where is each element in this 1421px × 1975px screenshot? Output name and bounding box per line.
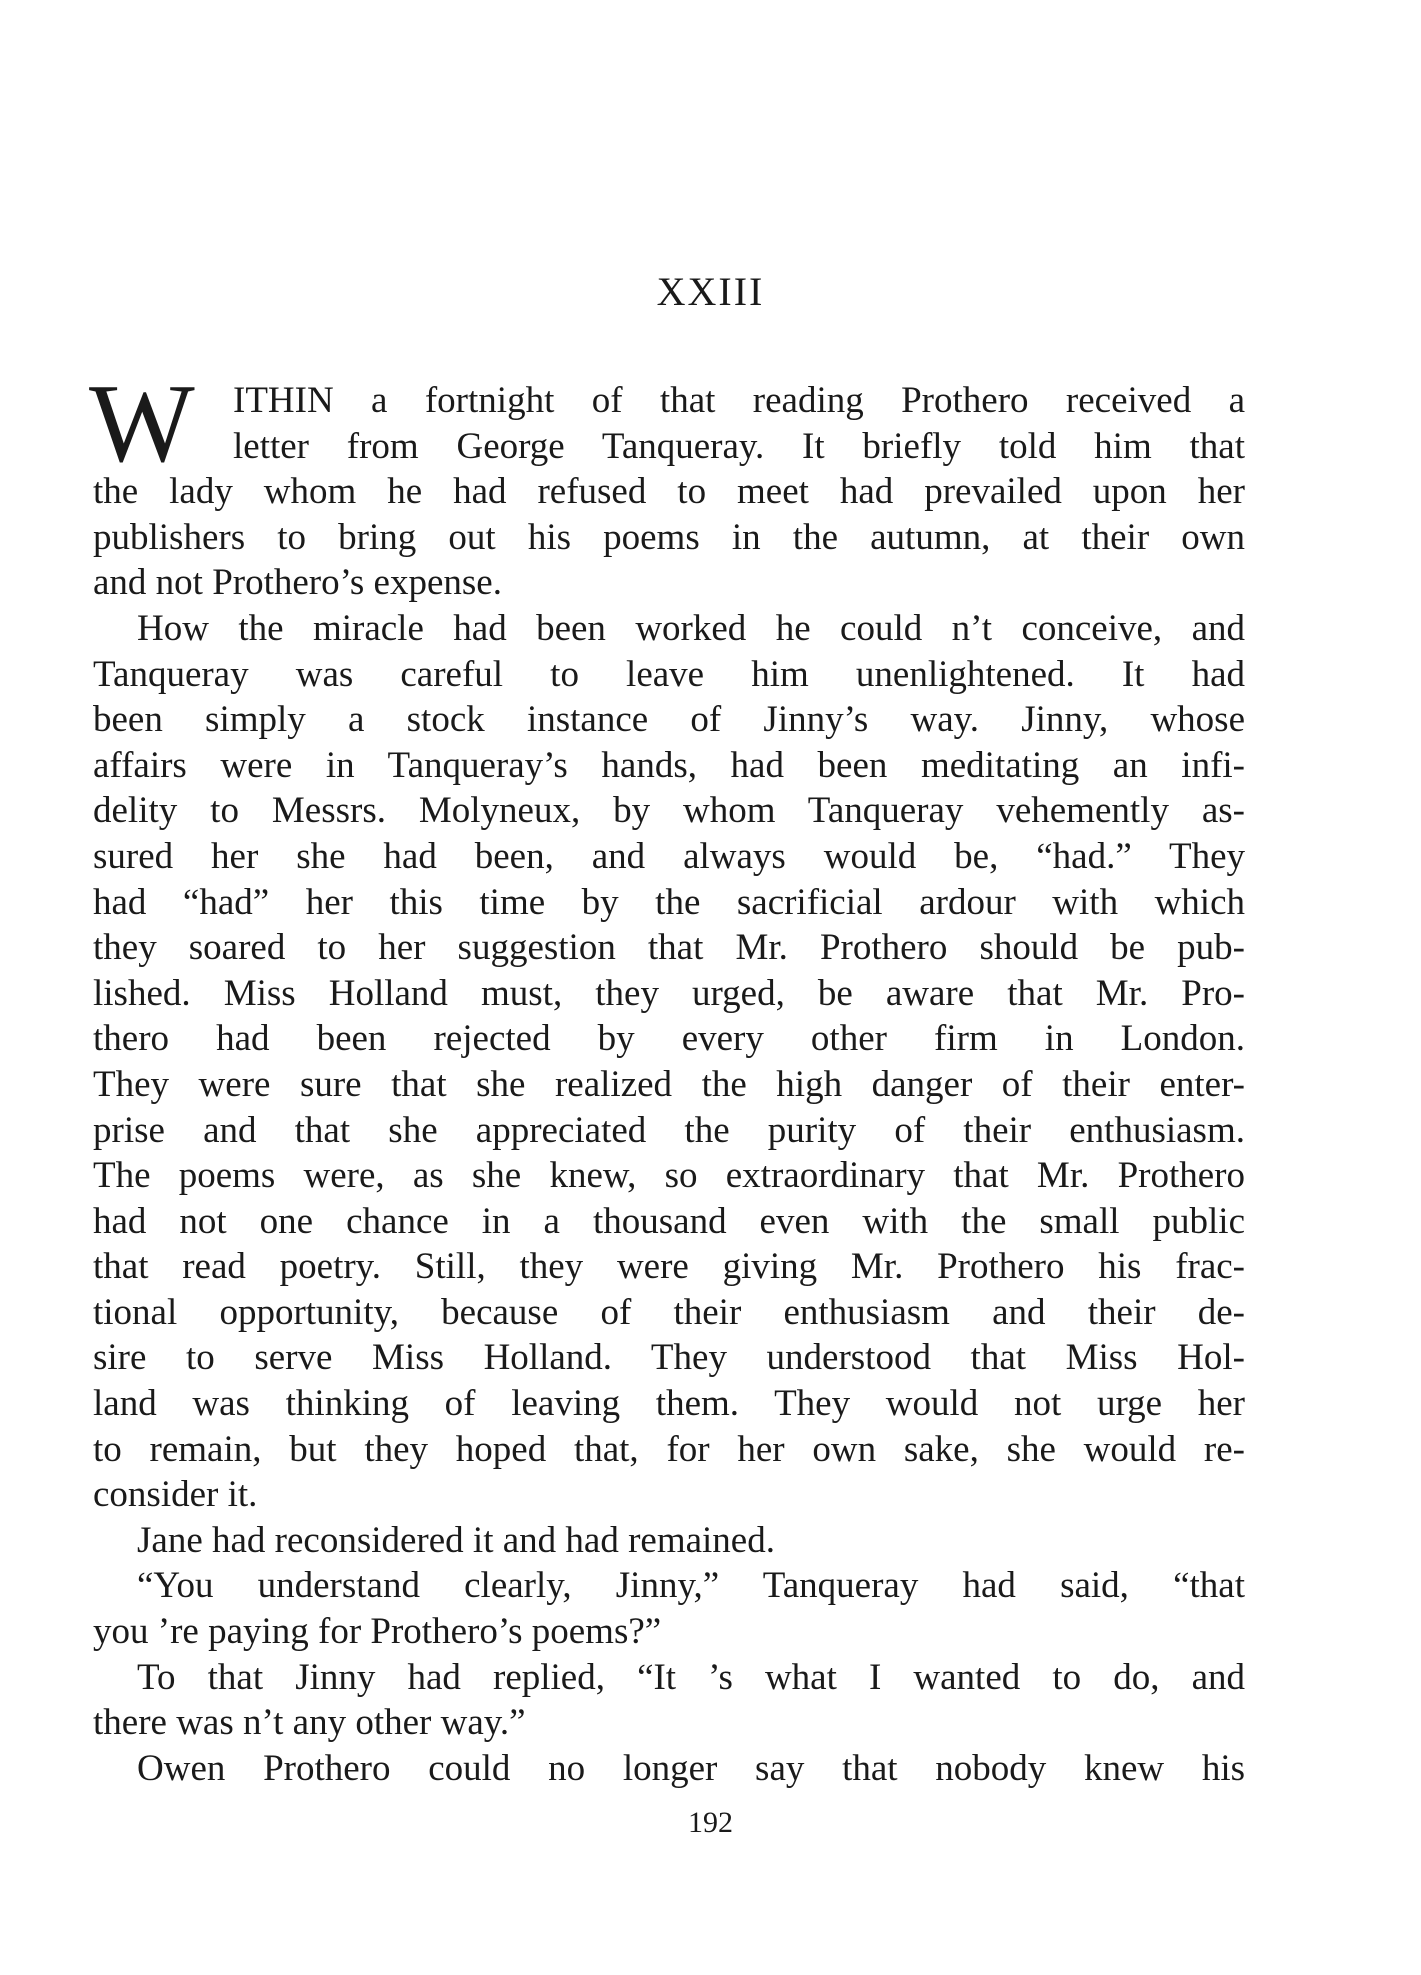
text-line: the lady whom he had refused to meet had prevailed upon her — [93, 471, 1245, 513]
text-line: How the miracle had been worked he could n’t conceive, and — [137, 607, 1245, 649]
body-text — [89, 362, 1245, 1791]
text-line: they soared to her suggestion that Mr. Prothero should be pub- — [93, 927, 1245, 969]
paragraph — [93, 1746, 1245, 1792]
text-line: prise and that she appreciated the purity of their enthusiasm. — [93, 1109, 1245, 1151]
text-line: Owen Prothero could no longer say that nobody knew his — [137, 1747, 1245, 1789]
text-line: that read poetry. Still, they were giving Mr. Prothero his frac- — [93, 1246, 1245, 1288]
drop-cap: W — [89, 362, 195, 486]
paragraph — [93, 1518, 1245, 1564]
text-line: land was thinking of leaving them. They would not urge her — [93, 1383, 1245, 1425]
text-line: and not Prothero’s expense. — [93, 562, 502, 604]
text-line: there was n’t any other way.” — [93, 1702, 526, 1744]
text-line: thero had been rejected by every other firm in London. — [93, 1018, 1245, 1060]
page-number: 192 — [688, 1806, 733, 1839]
text-line: to remain, but they hoped that, for her own sake, she would re- — [93, 1428, 1245, 1470]
text-line: publishers to bring out his poems in the autumn, at their own — [93, 516, 1245, 558]
text-line: lished. Miss Holland must, they urged, be aware that Mr. Pro- — [93, 972, 1245, 1014]
text-line: delity to Messrs. Molyneux, by whom Tanqueray vehemently as- — [93, 790, 1245, 832]
text-line: The poems were, as she knew, so extraordinary that Mr. Prothero — [93, 1155, 1245, 1197]
paragraph — [89, 362, 1245, 606]
text-line: had not one chance in a thousand even with the small public — [93, 1200, 1245, 1242]
text-line: had “had” her this time by the sacrificial ardour with which — [93, 881, 1245, 923]
text-line: To that Jinny had replied, “It ’s what I wanted to do, and — [137, 1656, 1245, 1698]
text-line: letter from George Tanqueray. It briefly told him that — [233, 425, 1245, 467]
text-line: “You understand clearly, Jinny,” Tanqueray had said, “that — [137, 1565, 1245, 1607]
text-line: sured her she had been, and always would be, “had.” They — [93, 835, 1245, 877]
text-line: Tanqueray was careful to leave him unenlightened. It had — [93, 653, 1245, 695]
text-line: consider it. — [93, 1474, 258, 1516]
paragraph — [93, 1563, 1245, 1654]
text-line: ITHIN a fortnight of that reading Prothero received a — [233, 380, 1245, 421]
text-line: sire to serve Miss Holland. They understood that Miss Hol- — [93, 1337, 1245, 1379]
text-line: you ’re paying for Prothero’s poems?” — [93, 1611, 662, 1653]
paragraph — [93, 1655, 1245, 1746]
text-line: They were sure that she realized the high danger of their enter- — [93, 1063, 1245, 1105]
text-line: tional opportunity, because of their enthusiasm and their de- — [93, 1291, 1245, 1333]
paragraph — [93, 606, 1245, 1518]
text-line: affairs were in Tanqueray’s hands, had been meditating an infi- — [93, 744, 1245, 786]
text-line: been simply a stock instance of Jinny’s way. Jinny, whose — [93, 699, 1245, 741]
chapter-title: XXIII — [656, 269, 765, 314]
text-line: Jane had reconsidered it and had remained. — [137, 1519, 775, 1561]
